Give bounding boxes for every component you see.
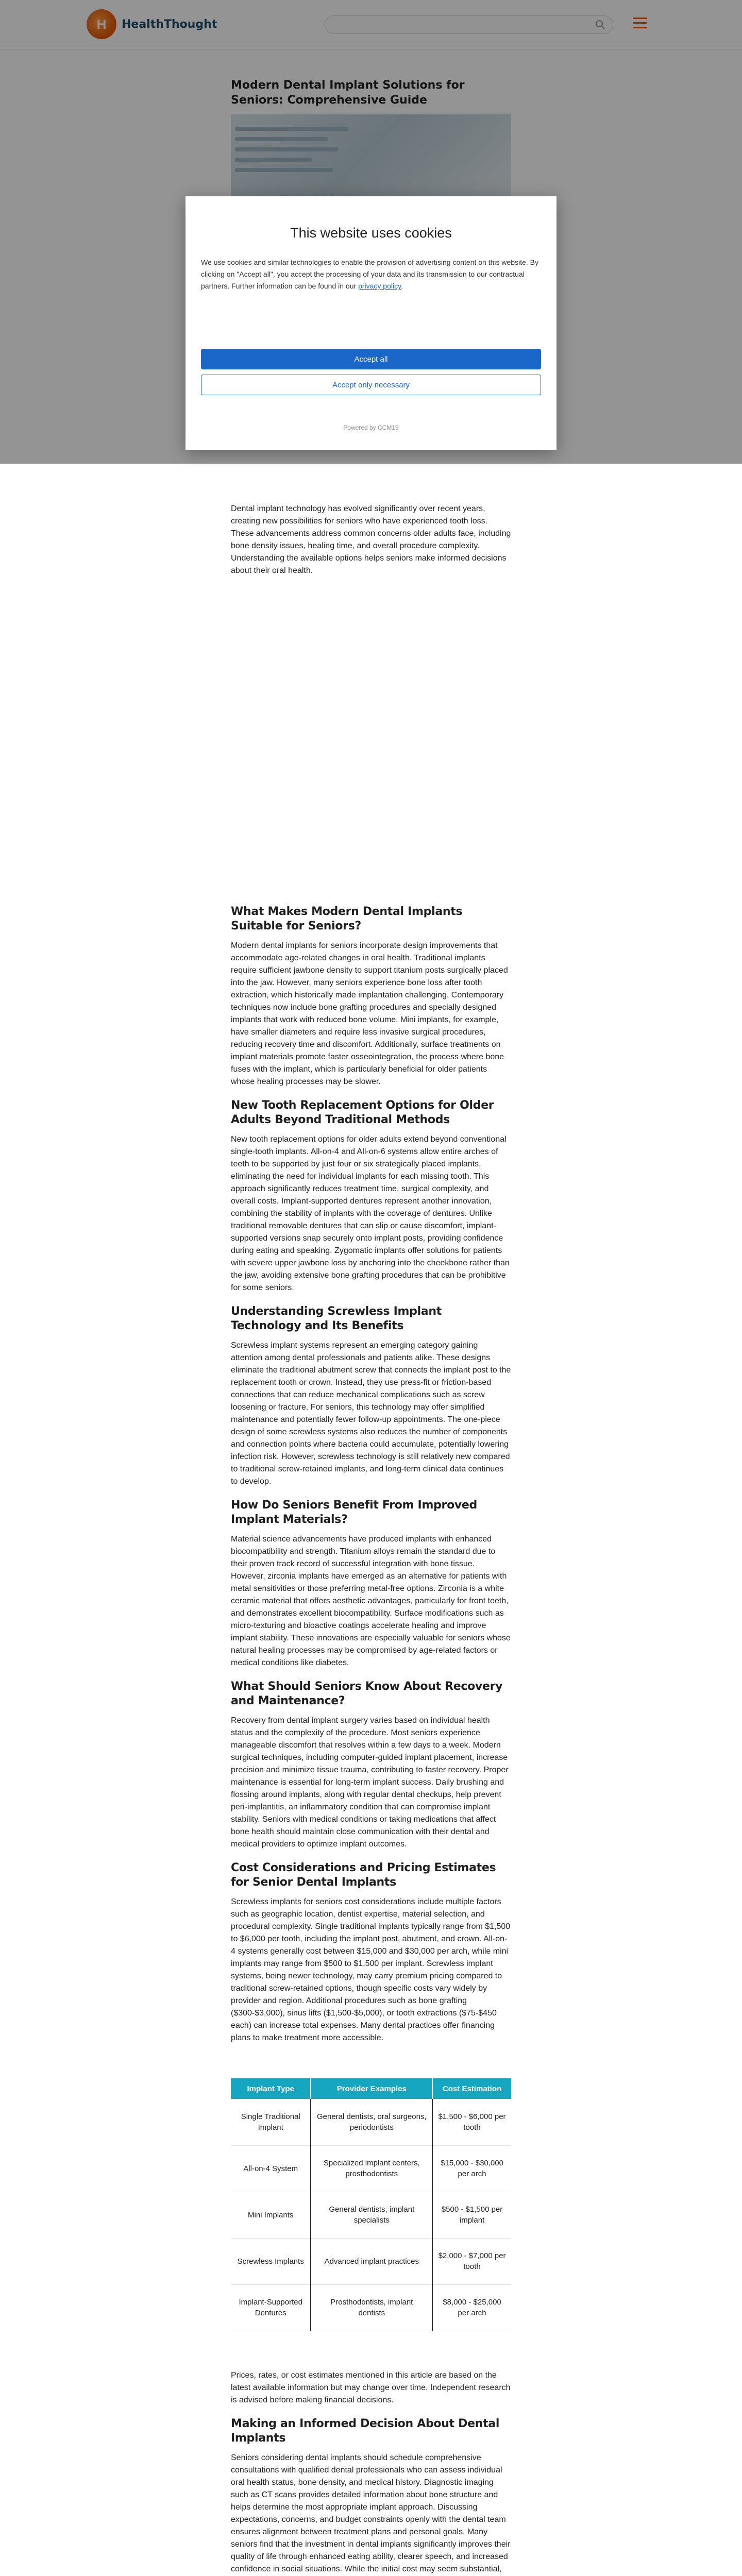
table-row xyxy=(231,2145,511,2192)
accept-all-button[interactable]: Accept all xyxy=(201,349,541,369)
table-header-cell: Cost Estimation xyxy=(432,2078,511,2099)
privacy-policy-link[interactable]: privacy policy xyxy=(358,282,401,291)
table-cell: $15,000 - $30,000 per arch xyxy=(432,2145,511,2192)
section-body: New tooth replacement options for older adults extend beyond conventional single-tooth implants. All-on-4 and All-on-6 systems allow entire arches of teeth to be supported by just four or six strategically placed implants, eliminating the need for individual implants for each missing tooth. This approach significantly reduces treatment time, surgical complexity, and overall costs. Implant-supported dentures represent another innovation, combining the stability of implants with the coverage of dentures. Unlike traditional removable dentures that can slip or cause discomfort, implant-supported versions snap securely onto implant posts, providing confidence during eating and speaking. Zygomatic implants offer solutions for patients with severe upper jawbone loss by anchoring into the cheekbone rather than the jaw, avoiding extensive bone grafting procedures that can be prohibitive for some seniors. xyxy=(231,1135,510,1292)
section-6 xyxy=(231,1861,511,2044)
section-heading: Making an Informed Decision About Dental Implants xyxy=(231,2417,500,2445)
table-cell: $8,000 - $25,000 per arch xyxy=(432,2284,511,2331)
table-cell: $500 - $1,500 per implant xyxy=(432,2192,511,2238)
section-heading: Cost Considerations and Pricing Estimates for Senior Dental Implants xyxy=(231,1861,496,1889)
article xyxy=(231,503,511,2576)
section-4 xyxy=(231,1498,511,1669)
section-body: Modern dental implants for seniors incorporate design improvements that accommodate age-related changes in oral health. Traditional implants require sufficient jawbone density to support titanium posts surgically placed into the jaw. However, many seniors experience bone loss after tooth extraction, which historically made implantation challenging. Contemporary techniques now include bone grafting procedures and specially designed implants that work with reduced bone volume. Mini implants, for example, have smaller diameters and require less invasive surgical procedures, reducing recovery time and discomfort. Additionally, surface treatments on implant materials promote faster osseointegration, the process where bone fuses with the implant, which is particularly beneficial for older patients whose healing processes may be slower. xyxy=(231,941,508,1086)
article-intro: Dental implant technology has evolved significantly over recent years, creating new possibilities for seniors who have experienced tooth loss. These advancements address common concerns older adults face, including bone density issues, healing time, and overall procedure complexity. Understanding the available options helps seniors make informed decisions about their oral health. xyxy=(231,504,511,575)
cookie-text-end: . xyxy=(401,282,403,291)
table-cell: Advanced implant practices xyxy=(311,2238,432,2284)
accept-necessary-button[interactable]: Accept only necessary xyxy=(201,375,541,395)
cookie-dialog-text xyxy=(201,257,541,292)
section-heading: Understanding Screwless Implant Technology and Its Benefits xyxy=(231,1305,442,1332)
cost-table xyxy=(231,2078,511,2331)
section-body: Material science advancements have produced implants with enhanced biocompatibility and strength. Titanium alloys remain the standard due to their proven track record of successful integration with bone tissue. However, zirconia implants have emerged as an alternative for patients with metal sensitivities or those preferring metal-free options. Zirconia is a white ceramic material that offers aesthetic advantages, particularly for front teeth, and demonstrates excellent biocompatibility. Surface modifications such as micro-texturing and bioactive coatings accelerate healing and improve implant stability. These innovations are especially valuable for seniors whose natural healing processes may be compromised by age-related factors or medical conditions like diabetes. xyxy=(231,1535,511,1667)
table-cell: Prosthodontists, implant dentists xyxy=(311,2284,432,2331)
cookie-text-body: We use cookies and similar technologies to enable the provision of advertising content on this website. By clicking on "Accept all", you accept the processing of your data and its transmission to our contractual partners. Further information can be found in our xyxy=(201,258,538,291)
cost-table-wrapper xyxy=(231,2078,511,2331)
section-body: Recovery from dental implant surgery varies based on individual health status and the complexity of the procedure. Most seniors experience manageable discomfort that resolves within a few days to a week. Modern surgical techniques, including computer-guided implant placement, increase precision and minimize tissue trauma, contributing to faster recovery. Proper maintenance is essential for long-term implant success. Daily brushing and flossing around implants, along with regular dental checkups, help prevent peri-implantitis, an inflammatory condition that can compromise implant stability. Seniors with medical conditions or taking medications that affect bone health should maintain close communication with their dental and medical providers to optimize implant outcomes. xyxy=(231,1716,509,1849)
table-cell: Implant-Supported Dentures xyxy=(231,2284,311,2331)
table-row xyxy=(231,2238,511,2284)
cookie-dialog-title: This website uses cookies xyxy=(290,225,452,241)
table-cell: All-on-4 System xyxy=(231,2145,311,2192)
section-heading: What Makes Modern Dental Implants Suitable for Seniors? xyxy=(231,905,463,933)
section-5 xyxy=(231,1680,511,1851)
table-header-row xyxy=(231,2078,511,2099)
table-cell: $1,500 - $6,000 per tooth xyxy=(432,2099,511,2145)
section-body: Screwless implants for seniors cost considerations include multiple factors such as geographic location, dentist expertise, material selection, and procedural complexity. Single traditional implants typically range from $1,500 to $6,000 per tooth, including the implant post, abutment, and crown. All-on-4 systems generally cost between $15,000 and $30,000 per arch, while mini implants may range from $500 to $1,500 per implant. Screwless implant systems, being newer technology, may carry premium pricing compared to traditional screw-retained options, though specific costs vary widely by provider and region. Additional procedures such as bone grafting ($300-$3,000), sinus lifts ($1,500-$5,000), or tooth extractions ($75-$450 each) can increase total expenses. Many dental practices offer financing plans to make treatment more accessible. xyxy=(231,1897,511,2042)
logo-icon: H xyxy=(87,9,116,39)
section-final xyxy=(231,2417,511,2576)
section-body: Seniors considering dental implants should schedule comprehensive consultations with qualified dental professionals who can assess individual oral health status, bone density, and medical history. Diagnostic imaging such as CT scans provides detailed information about bone structure and helps determine the most appropriate implant approach. Discussing expectations, concerns, and budget constraints openly with the dental team ensures alignment between treatment plans and personal goals. Many seniors find that the investment in dental implants significantly improves their quality of life through enhanced eating ability, clearer speech, and increased confidence in social situations. While the initial cost may seem substantial, xyxy=(231,2453,511,2573)
table-row xyxy=(231,2099,511,2145)
table-header-cell: Implant Type xyxy=(231,2078,311,2099)
ad-space xyxy=(231,587,511,905)
section-heading: New Tooth Replacement Options for Older Adults Beyond Traditional Methods xyxy=(231,1099,494,1126)
table-row xyxy=(231,2284,511,2331)
table-row xyxy=(231,2192,511,2238)
logo-text: HealthThought xyxy=(122,18,217,31)
cookie-dialog xyxy=(185,196,556,450)
section-heading: How Do Seniors Benefit From Improved Implant Materials? xyxy=(231,1499,477,1526)
section-2 xyxy=(231,1098,511,1294)
table-cell: Screwless Implants xyxy=(231,2238,311,2284)
table-header-cell: Provider Examples xyxy=(311,2078,432,2099)
page-title: Modern Dental Implant Solutions for Seniors: Comprehensive Guide xyxy=(231,79,465,107)
section-1 xyxy=(231,905,511,1088)
cookie-powered-by[interactable]: Powered by CCM19 xyxy=(343,424,399,432)
section-body: Screwless implant systems represent an emerging category gaining attention among dental professionals and patients alike. These designs eliminate the traditional abutment screw that connects the implant post to the replacement tooth or crown. Instead, they use press-fit or friction-based connections that can reduce mechanical complications such as screw loosening or fracture. For seniors, this technology may offer simplified maintenance and potentially fewer follow-up appointments. The one-piece design of some screwless systems also reduces the number of components and connection points where bacteria could accumulate, potentially lowering infection risk. However, screwless technology is still relatively new compared to traditional screw-retained implants, and long-term clinical data continues to develop. xyxy=(231,1341,511,1486)
price-disclaimer: Prices, rates, or cost estimates mentioned in this article are based on the latest available information but may change over time. Independent research is advised before making financial decisions. xyxy=(231,2370,511,2404)
table-cell: General dentists, implant specialists xyxy=(311,2192,432,2238)
table-cell: Mini Implants xyxy=(231,2192,311,2238)
section-heading: What Should Seniors Know About Recovery and Maintenance? xyxy=(231,1680,503,1707)
section-3 xyxy=(231,1304,511,1488)
table-cell: Single Traditional Implant xyxy=(231,2099,311,2145)
table-cell: $2,000 - $7,000 per tooth xyxy=(432,2238,511,2284)
table-cell: Specialized implant centers, prosthodontists xyxy=(311,2145,432,2192)
table-cell: General dentists, oral surgeons, periodontists xyxy=(311,2099,432,2145)
